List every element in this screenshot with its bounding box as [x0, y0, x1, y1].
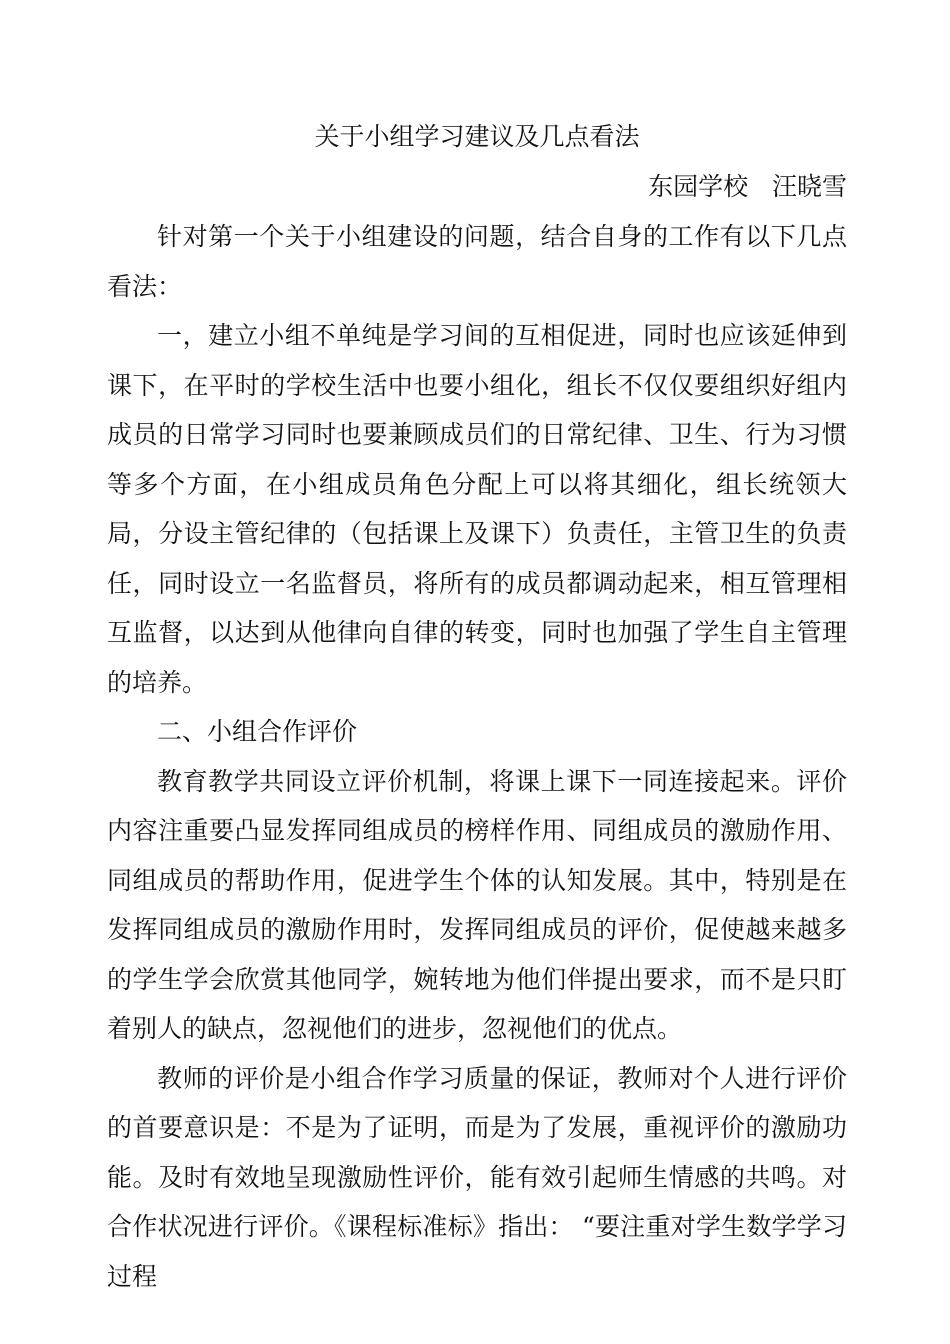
paragraph-point-one: 一，建立小组不单纯是学习间的互相促进，同时也应该延伸到课下，在平时的学校生活中也要小组化，组长不仅仅要组织好组内成员的日常学习同时也要兼顾成员们的日常纪律、卫生、行为习惯等多个方面，在小组成员角色分配上可以将其细化，组长统领大局，分设主管纪律的（包括课上及课下）负责任，主管卫生的负责任，同时设立一名监督员，将所有的成员都调动起来，相互管理相互监督，以达到从他律向自律的转变，同时也加强了学生自主管理的培养。	[107, 321, 847, 697]
paragraph-teacher-evaluation: 教师的评价是小组合作学习质量的保证，教师对个人进行评价的首要意识是：不是为了证明，而是为了发展，重视评价的激励功能。及时有效地呈现激励性评价，能有效引起师生情感的共鸣。对合作状况进行评价。《课程标准标》指出： “要注重对学生数学学习过程	[107, 1063, 847, 1291]
paragraph-evaluation-mechanism: 教育教学共同设立评价机制，将课上课下一同连接起来。评价内容注重要凸显发挥同组成员的榜样作用、同组成员的激励作用、同组成员的帮助作用，促进学生个体的认知发展。其中，特别是在发挥同组成员的激励作用时，发挥同组成员的评价，促使越来越多的学生学会欣赏其他同学，婉转地为他们伴提出要求，而不是只盯着别人的缺点，忽视他们的进步，忽视他们的优点。	[107, 766, 847, 1043]
document-title: 关于小组学习建议及几点看法	[314, 122, 640, 151]
section-heading-evaluation: 二、小组合作评价	[157, 717, 358, 746]
author-line: 东园学校 汪晓雪	[648, 172, 847, 201]
paragraph-intro: 针对第一个关于小组建设的问题，结合自身的工作有以下几点看法：	[107, 222, 847, 301]
document-page	[107, 112, 847, 1301]
